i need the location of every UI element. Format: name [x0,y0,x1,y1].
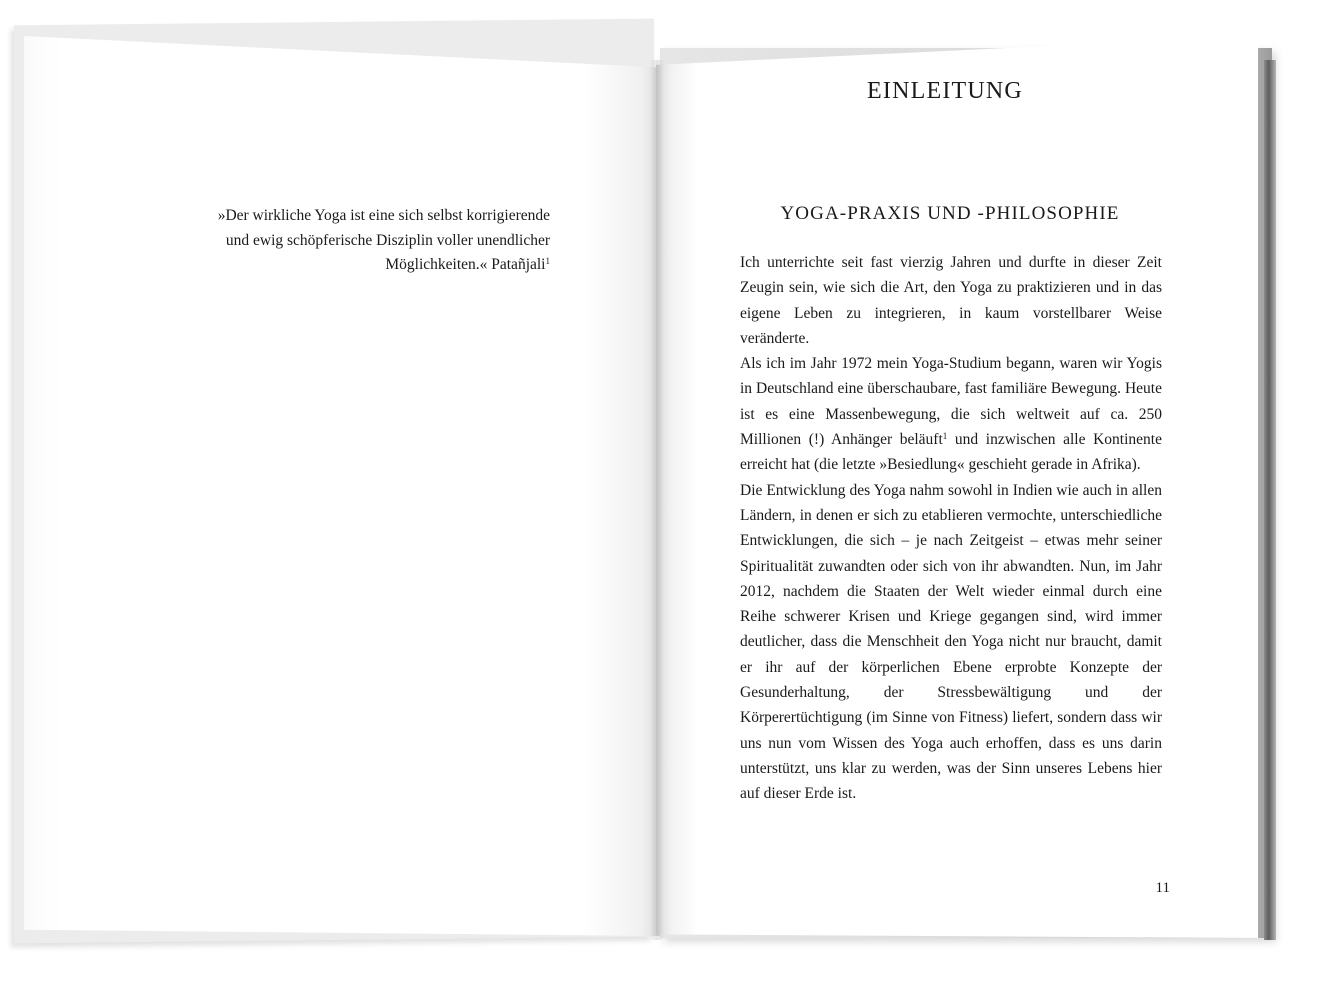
page-number: 11 [1155,880,1170,896]
epigraph-line-2: und ewig schöpferische Disziplin voller unendlicher [225,231,550,249]
section-title: YOGA-PRAXIS UND -PHILOSOPHIE [780,203,1120,224]
epigraph-quote [150,204,550,278]
chapter-title: EINLEITUNG [867,78,1023,104]
paragraph-1: Ich unterrichte seit fast vierzig Jahren und durfte in dieser Zeit Zeugin sein, wie sich die Art, den Yoga zu praktizieren und in das eigene Leben zu integrieren, in kaum vorstellbarer Weise veränderte. [740,254,1162,347]
book-gutter [650,60,664,940]
footnote-mark: 1 [942,431,948,442]
epigraph-line-1: »Der wirkliche Yoga ist eine sich selbst korrigierende [217,207,550,224]
body-text [740,250,1162,807]
paragraph-2 [740,351,1162,477]
epigraph-footnote-mark: 1 [545,256,550,266]
paragraph-2-text: Als ich im Jahr 1972 mein Yoga-Studium begann, waren wir Yogis in Deutschland eine überschaubare, fast familiäre Bewegung. Heute ist es eine Massenbewegung, die sich weltweit auf ca. 250 Millionen (!) Anhänger beläuft [740,355,1162,449]
paragraph-3: Die Entwicklung des Yoga nahm sowohl in Indien wie auch in allen Ländern, in denen er sich zu etablieren vermochte, unterschiedliche Entwicklungen, die sich – je nach Zeitgeist – etwas mehr seiner Spiritualität zuwandten oder sich von ihr abwandten. Nun, im Jahr 2012, nachdem die Staaten der Welt wieder einmal durch eine Reihe schwerer Krisen und Kriege gegangen sind, wird immer deutlicher, dass die Menschheit den Yoga nicht nur braucht, damit er ihr auf der körperlichen Ebene erprobte Konzepte der Gesunderhaltung, der Stressbewältigung und der Körperertüchtigung (im Sinne von Fitness) liefert, sondern dass wir uns nun vom Wissen des Yoga auch erhoffen, dass es uns darin unterstützt, uns klar zu werden, was der Sinn unseres Lebens hier auf dieser Erde ist. [740,481,1162,803]
paragraph-2-continued: und inzwischen alle Kontinente erreicht hat (die letzte »Besiedlung« geschieht gerade in Afrika). [740,431,1162,474]
epigraph-line-3: Möglichkeiten.« Patañjali [385,256,546,273]
left-page [24,36,660,936]
book-edge [1264,60,1276,940]
